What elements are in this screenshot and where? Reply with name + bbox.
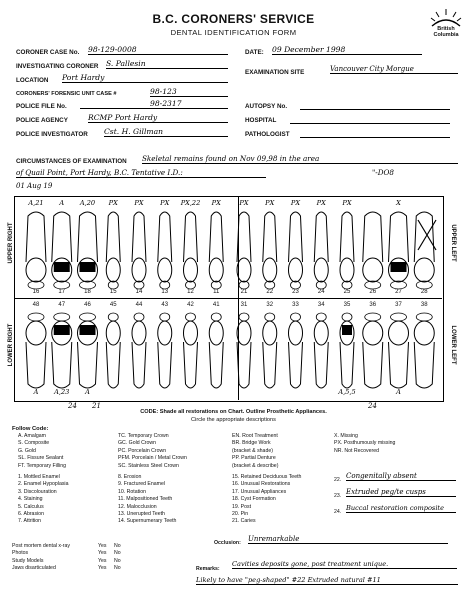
- upper-tooth-crown: [209, 258, 223, 282]
- finding-23-value[interactable]: Extruded peg/te cusps: [346, 488, 456, 497]
- upper-tooth-number: 27: [395, 289, 402, 295]
- upper-tooth-root: [363, 212, 383, 262]
- upper-tooth-root: [158, 212, 172, 262]
- lower-restoration: [80, 325, 96, 335]
- lower-tooth-occlusal: [134, 313, 144, 321]
- lower-tooth-root: [52, 342, 72, 388]
- lower-tooth-code: A: [396, 388, 401, 396]
- finding-23-label: 23.: [334, 493, 342, 499]
- record-label: Post mortem dental x-ray: [12, 543, 70, 549]
- upper-tooth-code: PX: [108, 199, 118, 207]
- upper-right-side-label: UPPER RIGHT: [8, 222, 14, 264]
- lower-tooth-number: 33: [292, 302, 299, 308]
- lower-tooth-crown: [263, 321, 277, 345]
- upper-tooth-code: PX: [290, 199, 301, 207]
- lower-tooth-number: 35: [343, 302, 351, 308]
- legend-item: GC. Gold Crown: [118, 440, 157, 447]
- upper-tooth-root: [289, 212, 303, 262]
- lower-tooth-number: 32: [266, 302, 274, 308]
- legend-item: SL. Fissure Sealant: [18, 455, 64, 462]
- autopsy-label: AUTOPSY No.: [245, 103, 288, 110]
- finding-item: 20. Pin: [232, 511, 249, 518]
- form-subtitle: DENTAL IDENTIFICATION FORM: [170, 28, 297, 37]
- finding-item: 4. Staining: [18, 496, 43, 503]
- finding-item: 15. Retained Deciduous Teeth: [232, 474, 302, 480]
- record-label: Photos: [12, 550, 29, 557]
- upper-tooth-code: PX: [265, 199, 275, 207]
- lower-tooth-number: 31: [240, 302, 248, 308]
- legend-item: A. Amalgam: [18, 433, 46, 439]
- lower-tooth-occlusal: [291, 313, 301, 321]
- upper-tooth-root: [209, 212, 223, 262]
- lower-tooth-crown: [26, 321, 46, 345]
- lower-tooth-occlusal: [160, 313, 170, 321]
- occlusion-label: Occlusion:: [214, 540, 241, 546]
- finding-item: 12. Malocclusion: [118, 503, 157, 510]
- lower-tooth-root: [26, 342, 46, 388]
- lower-tooth-occlusal: [316, 313, 326, 321]
- record-row[interactable]: [12, 558, 124, 565]
- legend-item: BR. Bridge Work: [232, 440, 271, 447]
- coroner-case-value[interactable]: 98-129-0008: [88, 45, 228, 55]
- upper-tooth-number: 23: [292, 289, 299, 295]
- lower-tooth-number: 44: [135, 302, 143, 308]
- legend-item: SC. Stainless Steel Crown: [118, 462, 179, 469]
- finding-item: 1. Mottled Enamel: [18, 474, 60, 480]
- lower-tooth-crown: [237, 321, 251, 345]
- chart-code-line1: CODE: Shade all restorations on Chart. Outline Prosthetic Appliances.: [140, 409, 327, 415]
- location-label: LOCATION: [16, 77, 49, 84]
- record-label: Jaws disarticulated: [12, 565, 56, 572]
- lower-tooth-crown: [184, 321, 198, 345]
- circumstances-line2-right: "-DO8: [372, 168, 394, 177]
- police-investigator-label: POLICE INVESTIGATOR: [16, 131, 88, 138]
- form-title: B.C. CORONERS' SERVICE: [152, 12, 315, 26]
- finding-item: 14. Supernumerary Teeth: [118, 518, 177, 525]
- legend-materials: [18, 433, 66, 470]
- upper-tooth-code: PX: [239, 199, 249, 207]
- finding-22-label: 22.: [334, 477, 342, 483]
- upper-tooth-crown: [158, 258, 172, 282]
- upper-restoration: [54, 262, 70, 272]
- lower-tooth-number: 46: [84, 302, 91, 308]
- upper-tooth-number: 12: [187, 289, 194, 295]
- lower-tooth-root: [78, 342, 98, 388]
- legend-item: S. Composite: [18, 440, 50, 447]
- upper-tooth-number: 18: [84, 289, 91, 295]
- forensic-unit-value[interactable]: 98-123: [150, 87, 228, 97]
- record-yes[interactable]: Yes: [98, 565, 107, 572]
- legend-item: FT. Temporary Filling: [18, 462, 67, 469]
- upper-tooth-code: PX: [160, 199, 170, 207]
- lower-tooth-number: 34: [317, 302, 325, 308]
- lower-tooth-root: [237, 342, 251, 388]
- legend-item: PX. Posthumously missing: [334, 440, 396, 447]
- finding-item: 2. Enamel Hypoplasia: [18, 481, 69, 488]
- upper-tooth-crown: [237, 258, 251, 282]
- finding-item: 10. Rotation: [118, 488, 146, 495]
- upper-tooth-number: 11: [213, 289, 220, 295]
- legend-item: NR. Not Recovered: [334, 447, 379, 454]
- lower-tooth-number: 42: [187, 302, 194, 308]
- chart-code-line2: Circle the appropriate descriptions: [191, 417, 276, 423]
- upper-tooth-crown: [314, 258, 328, 282]
- record-yes[interactable]: Yes: [98, 543, 107, 549]
- finding-item: 5. Calculus: [18, 503, 44, 510]
- forensic-unit-label: CORONERS' FORENSIC UNIT CASE #: [16, 91, 117, 97]
- date-value[interactable]: 09 December 1998: [272, 45, 422, 55]
- upper-tooth-root: [237, 212, 251, 262]
- finding-22-value[interactable]: Congenitally absent: [346, 472, 456, 481]
- lower-tooth-occlusal: [186, 313, 196, 321]
- police-investigator-value[interactable]: Cst. H. Gillman: [104, 127, 228, 137]
- remarks-line1[interactable]: Cavities deposits gone, post treatment unique.: [232, 560, 457, 569]
- lower-tooth-root: [389, 342, 409, 388]
- exam-site-value[interactable]: Vancouver City Morgue: [330, 65, 458, 74]
- legend-missing: [334, 433, 395, 455]
- legend-item: PC. Porcelain Crown: [118, 447, 167, 454]
- legend-title: Follow Code:: [12, 426, 49, 432]
- lower-restoration: [54, 325, 70, 335]
- upper-tooth-code: PX,22: [180, 199, 201, 207]
- upper-tooth-number: 21: [240, 289, 248, 295]
- lower-tooth-code: A: [85, 388, 90, 396]
- upper-tooth-crown: [340, 258, 354, 282]
- record-no[interactable]: No: [114, 565, 121, 572]
- lower-tooth-occlusal: [342, 313, 352, 321]
- location-value[interactable]: Port Hardy: [62, 73, 228, 83]
- upper-tooth-crown: [414, 258, 434, 282]
- lower-note-24b: 24: [368, 402, 377, 410]
- upper-tooth-code: PX: [316, 199, 326, 207]
- finding-item: 11. Malpositioned Teeth: [118, 496, 173, 503]
- record-row[interactable]: [12, 543, 124, 550]
- circumstances-label: CIRCUMSTANCES OF EXAMINATION: [16, 158, 127, 165]
- circumstances-line1[interactable]: Skeletal remains found on Nov 09,98 in the area: [142, 154, 458, 164]
- record-yes[interactable]: Yes: [98, 557, 107, 564]
- record-no[interactable]: No: [114, 550, 121, 557]
- remarks-label: Remarks:: [196, 566, 220, 572]
- legend-treatments: [232, 433, 278, 470]
- upper-tooth-root: [263, 212, 277, 262]
- upper-tooth-number: 16: [32, 289, 40, 295]
- lower-tooth-root: [209, 342, 223, 388]
- finding-item: 13. Unerupted Teeth: [118, 511, 165, 518]
- lower-right-side-label: LOWER RIGHT: [8, 323, 14, 367]
- lower-left-side-label: LOWER LEFT: [450, 325, 456, 365]
- upper-tooth-crown: [263, 258, 277, 282]
- lower-tooth-number: 36: [369, 302, 377, 308]
- lower-tooth-root: [184, 342, 198, 388]
- finding-item: 3. Discolouration: [18, 488, 57, 495]
- upper-tooth-number: 25: [343, 289, 351, 295]
- lower-tooth-occlusal: [80, 313, 96, 321]
- lower-restoration: [342, 325, 352, 335]
- lower-tooth-occlusal: [365, 313, 381, 321]
- lower-tooth-crown: [106, 321, 120, 345]
- upper-tooth-number: 13: [161, 289, 169, 295]
- police-file-label: POLICE FILE No.: [16, 103, 67, 110]
- findings-col2: [118, 474, 176, 526]
- logo-text: British Columbia: [433, 26, 459, 38]
- lower-tooth-number: 48: [32, 302, 40, 308]
- lower-tooth-number: 45: [109, 302, 117, 308]
- lower-tooth-crown: [363, 321, 383, 345]
- lower-tooth-number: 38: [420, 302, 428, 308]
- lower-tooth-crown: [314, 321, 328, 345]
- record-no[interactable]: No: [114, 543, 121, 549]
- upper-tooth-crown: [289, 258, 303, 282]
- upper-tooth-code: A: [59, 199, 65, 207]
- lower-tooth-occlusal: [211, 313, 221, 321]
- upper-tooth-code: X: [396, 199, 401, 207]
- police-agency-label: POLICE AGENCY: [16, 117, 68, 124]
- legend-item: TC. Temporary Crown: [118, 433, 169, 439]
- legend-item: G. Gold: [18, 447, 36, 454]
- lower-tooth-root: [263, 342, 277, 388]
- lower-tooth-occlusal: [239, 313, 249, 321]
- investigating-coroner-value[interactable]: S. Pallesin: [106, 59, 228, 69]
- record-no[interactable]: No: [114, 557, 121, 564]
- lower-tooth-crown: [389, 321, 409, 345]
- date-label: DATE:: [245, 49, 264, 56]
- record-label: Study Models: [12, 557, 44, 564]
- upper-tooth-code: PX: [342, 199, 352, 207]
- upper-tooth-number: 15: [109, 289, 117, 295]
- lower-tooth-number: 41: [212, 302, 220, 308]
- investigating-coroner-label: INVESTIGATING CORONER: [16, 63, 99, 70]
- lower-note-21: 21: [92, 402, 101, 410]
- record-yes[interactable]: Yes: [98, 550, 107, 557]
- lower-tooth-root: [340, 342, 354, 388]
- upper-tooth-number: 28: [420, 289, 428, 295]
- lower-tooth-code: A,5,5: [338, 388, 356, 396]
- upper-tooth-root: [78, 212, 98, 262]
- lower-tooth-occlusal: [391, 313, 407, 321]
- circumstances-line2[interactable]: of Quail Point, Port Hardy, B.C. Tentative I.D.:: [16, 168, 266, 178]
- upper-tooth-root: [132, 212, 146, 262]
- pathologist-label: PATHOLOGIST: [245, 131, 290, 138]
- lower-tooth-occlusal: [265, 313, 275, 321]
- upper-tooth-crown: [132, 258, 146, 282]
- lower-tooth-root: [158, 342, 172, 388]
- occlusion-value[interactable]: Unremarkable: [248, 535, 448, 544]
- upper-tooth-number: 22: [266, 289, 274, 295]
- upper-tooth-code: PX: [134, 199, 144, 207]
- lower-tooth-number: 37: [395, 302, 402, 308]
- legend-item: (bracket & describe): [232, 462, 279, 469]
- findings-col3: [232, 474, 301, 526]
- upper-tooth-crown: [184, 258, 198, 282]
- upper-tooth-root: [26, 212, 46, 262]
- upper-tooth-code: A,20: [79, 199, 96, 207]
- upper-tooth-root: [414, 212, 434, 262]
- upper-tooth-number: 26: [369, 289, 377, 295]
- lower-tooth-root: [132, 342, 146, 388]
- lower-tooth-crown: [132, 321, 146, 345]
- upper-tooth-number: 24: [317, 289, 325, 295]
- remarks-line2[interactable]: Likely to have "peg-shaped" #22 Extruded natural #11: [196, 576, 458, 585]
- finding-24-value[interactable]: Buccal restoration composite: [346, 504, 456, 513]
- upper-left-side-label: UPPER LEFT: [450, 224, 456, 262]
- upper-tooth-root: [184, 212, 198, 262]
- lower-tooth-root: [314, 342, 328, 388]
- records-list: [12, 543, 124, 573]
- legend-item: PP. Partial Denture: [232, 455, 276, 462]
- lower-tooth-code: A: [33, 388, 39, 396]
- lower-tooth-crown: [289, 321, 303, 345]
- upper-tooth-root: [340, 212, 354, 262]
- upper-tooth-number: 14: [135, 289, 143, 295]
- legend-item: PFM. Porcelain / Metal Crown: [118, 455, 187, 462]
- coroner-case-label: CORONER CASE No.: [16, 49, 80, 56]
- hospital-label: HOSPITAL: [245, 117, 277, 124]
- lower-tooth-crown: [209, 321, 223, 345]
- upper-tooth-code: A,21: [28, 199, 44, 207]
- finding-item: 8. Erosion: [118, 474, 142, 480]
- lower-tooth-occlusal: [416, 313, 432, 321]
- upper-restoration: [80, 262, 96, 272]
- upper-restoration: [391, 262, 407, 272]
- lower-tooth-occlusal: [108, 313, 118, 321]
- lower-tooth-crown: [158, 321, 172, 345]
- police-agency-value[interactable]: RCMP Port Hardy: [88, 113, 228, 123]
- lower-tooth-code: A,23: [54, 388, 70, 396]
- record-row[interactable]: [12, 550, 124, 557]
- exam-site-label: EXAMINATION SITE: [245, 69, 305, 76]
- lower-tooth-occlusal: [28, 313, 44, 321]
- finding-item: 17. Unusual Appliances: [232, 488, 287, 495]
- upper-tooth-root: [106, 212, 120, 262]
- upper-tooth-crown: [363, 258, 383, 282]
- upper-tooth-number: 17: [58, 289, 66, 295]
- findings-col1: [18, 474, 68, 526]
- finding-item: 16. Unusual Restorations: [232, 481, 291, 488]
- lower-note-24: 24: [68, 402, 77, 410]
- legend-item: X. Missing: [334, 433, 358, 439]
- finding-item: 7. Attrition: [18, 518, 42, 525]
- lower-tooth-root: [289, 342, 303, 388]
- lower-tooth-root: [414, 342, 434, 388]
- lower-tooth-number: 43: [161, 302, 169, 308]
- finding-item: 9. Fractured Enamel: [118, 481, 165, 488]
- upper-tooth-root: [52, 212, 72, 262]
- legend-crowns: [118, 433, 187, 470]
- lower-tooth-crown: [414, 321, 434, 345]
- finding-item: 19. Post: [232, 503, 252, 510]
- finding-24-label: 24.: [334, 509, 342, 515]
- lower-tooth-root: [106, 342, 120, 388]
- upper-tooth-root: [314, 212, 328, 262]
- finding-item: 18. Cyst Formation: [232, 496, 276, 503]
- upper-tooth-crown: [26, 258, 46, 282]
- lower-tooth-occlusal: [54, 313, 70, 321]
- upper-tooth-code: PX: [211, 199, 221, 207]
- circumstances-line3: 01 Aug 19: [16, 182, 53, 190]
- finding-item: 21. Caries: [232, 518, 256, 525]
- record-row[interactable]: [12, 565, 124, 572]
- upper-tooth-crown: [106, 258, 120, 282]
- upper-tooth-root: [389, 212, 409, 262]
- finding-item: 6. Abrasion: [18, 511, 44, 518]
- police-file-value[interactable]: 98-2317: [80, 99, 228, 109]
- legend-item: EN. Root Treatment: [232, 433, 278, 439]
- lower-tooth-root: [363, 342, 383, 388]
- legend-item: (bracket & shade): [232, 447, 273, 454]
- lower-tooth-number: 47: [58, 302, 66, 308]
